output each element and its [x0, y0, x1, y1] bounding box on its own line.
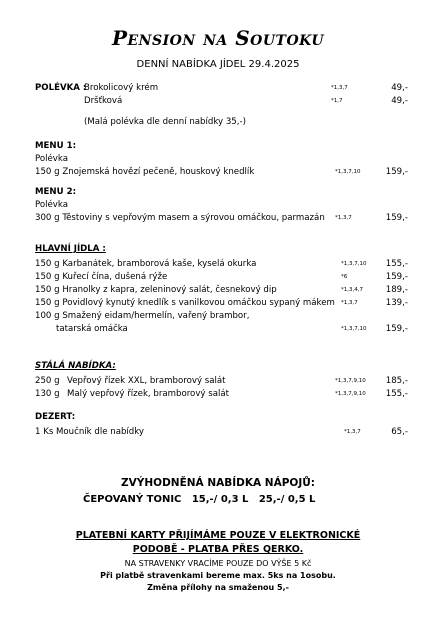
payment-note-line1: PLATEBNÍ KARTY PŘIJÍMÁME POUZE V ELEKTRONICKÉ — [75, 530, 361, 541]
section-label-menu1: MENU 1: — [35, 141, 77, 151]
main-item: 150 g Hranolky z kapra, zeleninový salát, česnekový dip — [35, 285, 277, 295]
dessert-qty: 1 Ks — [35, 427, 54, 437]
main-item: 150 g Kuřecí čína, dušená rýže — [35, 272, 168, 282]
payment-note-line2: PODOBĚ - PLATBA PŘES QERKO. — [132, 544, 304, 555]
menu1-sub: Polévka — [35, 154, 68, 164]
standing-allergens: *1,3,7,9,10 — [335, 391, 366, 397]
main-item: 150 g Povidlový kynutý knedlík s vanilkovou omáčkou sypaný mákem — [35, 298, 335, 308]
main-price: 159,- — [385, 272, 408, 282]
dessert-item: Moučník dle nabídky — [56, 427, 145, 437]
section-label-mains: HLAVNÍ JÍDLA : — [35, 244, 106, 254]
main-allergens: *1,3,4,7 — [341, 287, 363, 293]
soup-name: Brokolicový krém — [84, 83, 159, 93]
section-label-menu2: MENU 2: — [35, 187, 77, 197]
main-allergens: *6 — [341, 274, 348, 280]
voucher-note: NA STRAVENKY VRACÍME POUZE DO VÝŠE 5 Kč — [124, 559, 312, 568]
soup-price: 49,- — [391, 83, 408, 93]
standing-qty: 130 g — [35, 389, 60, 399]
drinks-heading: ZVÝHODNĚNÁ NABÍDKA NÁPOJŮ: — [121, 477, 315, 489]
menu1-item: 150 g Znojemská hovězí pečeně, houskový knedlík — [35, 167, 255, 177]
dessert-price: 65,- — [391, 427, 408, 437]
main-price: 139,- — [385, 298, 408, 308]
main-allergens: *1,3,7 — [341, 300, 358, 306]
standing-item: Vepřový řízek XXL, bramborový salát — [67, 376, 226, 386]
dessert-allergens: *1,3,7 — [344, 429, 361, 435]
soup-note: (Malá polévka dle denní nabídky 35,-) — [84, 117, 246, 127]
page-title: Pension na Soutoku — [111, 26, 325, 50]
menu1-price: 159,- — [385, 167, 408, 177]
standing-allergens: *1,3,7,9,10 — [335, 378, 366, 384]
standing-price: 155,- — [385, 389, 408, 399]
menu2-sub: Polévka — [35, 200, 68, 210]
soup-allergens: *1,7 — [331, 98, 343, 104]
menu2-item: 300 g Těstoviny s vepřovým masem a sýrovou omáčkou, parmazán — [35, 213, 325, 223]
standing-price: 185,- — [385, 376, 408, 386]
soup-name: Dršťková — [84, 96, 123, 106]
page-subtitle: DENNÍ NABÍDKA JÍDEL 29.4.2025 — [136, 59, 300, 70]
voucher-limit-note: Při platbě stravenkami bereme max. 5ks na 1osobu. — [100, 571, 336, 580]
section-label-dessert: DEZERT: — [35, 412, 76, 422]
main-item: 150 g Karbanátek, bramborová kaše, kyselá okurka — [35, 259, 257, 269]
main-allergens: *1,3,7,10 — [341, 261, 367, 267]
main-item: 100 g Smažený eidam/hermelín, vařený brambor, — [35, 311, 250, 321]
menu2-price: 159,- — [385, 213, 408, 223]
standing-item: Malý vepřový řízek, bramborový salát — [67, 389, 229, 399]
soup-allergens: *1,3,7 — [331, 85, 348, 91]
main-price: 189,- — [385, 285, 408, 295]
section-label-soup: POLÉVKA : — [35, 83, 87, 93]
main-item-continued: tatarská omáčka — [56, 324, 128, 334]
menu1-allergens: *1,3,7,10 — [335, 169, 361, 175]
main-price: 159,- — [385, 324, 408, 334]
drinks-offer: ČEPOVANÝ TONIC 15,-/ 0,3 L 25,-/ 0,5 L — [83, 494, 316, 505]
main-price: 155,- — [385, 259, 408, 269]
standing-qty: 250 g — [35, 376, 60, 386]
soup-price: 49,- — [391, 96, 408, 106]
menu2-allergens: *1,3,7 — [335, 215, 352, 221]
section-label-standing: STÁLÁ NABÍDKA: — [35, 361, 116, 371]
main-allergens: *1,3,7,10 — [341, 326, 367, 332]
side-change-note: Změna přílohy na smaženou 5,- — [147, 583, 289, 592]
